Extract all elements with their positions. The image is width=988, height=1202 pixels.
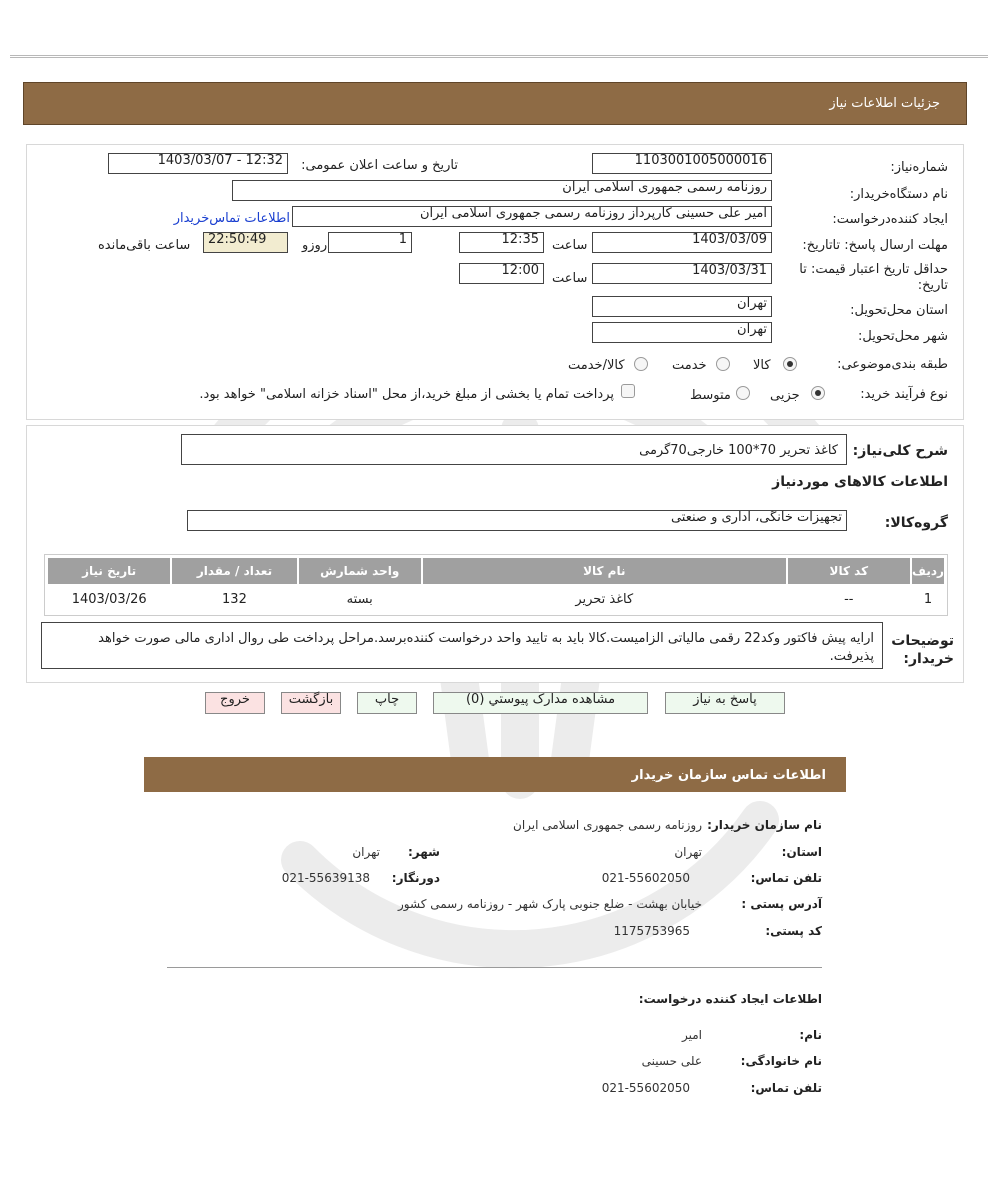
creator-name-label: نام: [799, 1028, 822, 1042]
summary-label: شرح کلی‌نیاز: [852, 443, 948, 459]
contact-address-label: آدرس پستی : [741, 897, 822, 911]
contact-org-label: نام سازمان خریدار: [707, 818, 822, 832]
announce-field[interactable]: 1403/03/07 - 12:32 [108, 153, 288, 174]
cell-name: کاغذ تحریر [422, 585, 787, 613]
category-option-both: کالا/خدمت [568, 358, 625, 373]
contact-city: تهران [352, 845, 380, 859]
col-unit: واحد شمارش [298, 557, 422, 585]
exit-button[interactable]: خروج [205, 692, 265, 714]
buyer-notes-field: ارایه پیش فاکتور وکد22 رقمی مالیاتی الزامیست.کالا باید به تایید واحد درخواست کننده‌برسد.مراحل پرداخت طی روال اداری مالی صورت خواهد پذیرفت. [41, 622, 883, 669]
reply-button[interactable]: پاسخ به نیاز [665, 692, 785, 714]
category-radio-both[interactable] [634, 357, 648, 371]
requester-field[interactable]: امیر علی حسینی کارپرداز روزنامه رسمی جمهوری اسلامی ایران [292, 206, 772, 227]
buyer-contact-link[interactable]: اطلاعات تماس‌خریدار [173, 211, 290, 226]
col-date: تاریخ نیاز [47, 557, 171, 585]
validity-time-field[interactable]: 12:00 [459, 263, 544, 284]
contact-org: روزنامه رسمی جمهوری اسلامی ایران [513, 818, 702, 832]
attachments-button[interactable]: مشاهده مدارک پیوستي (0) [433, 692, 648, 714]
process-radio-medium[interactable] [736, 386, 750, 400]
goods-info-title: اطلاعات کالاهای موردنیاز [772, 474, 948, 490]
contact-header [144, 757, 846, 792]
process-label: نوع فرآیند خرید: [860, 387, 948, 402]
contact-divider [167, 967, 822, 968]
need-number-field[interactable]: 1103001005000016 [592, 153, 772, 174]
page-title: جزئیات اطلاعات نیاز [829, 96, 940, 111]
goods-group-field[interactable]: تجهیزات خانگی، اداری و صنعتی [187, 510, 847, 531]
creator-family: علی حسینی [641, 1054, 702, 1068]
contact-title: اطلاعات تماس سازمان خریدار [631, 768, 826, 783]
contact-phone: 021-55602050 [601, 871, 690, 885]
deadline-date-field[interactable]: 1403/03/09 [592, 232, 772, 253]
contact-address: خیابان بهشت - ضلع جنوبی پارک شهر - روزنامه رسمی کشور [398, 897, 702, 911]
remaining-label: ساعت باقی‌مانده [98, 238, 191, 253]
city-field[interactable]: تهران [592, 322, 772, 343]
goods-table [46, 556, 946, 613]
announce-label: تاریخ و ساعت اعلان عمومی: [301, 158, 458, 173]
deadline-label: مهلت ارسال پاسخ: تاتاریخ: [802, 238, 948, 253]
treasury-payment-checkbox[interactable] [621, 384, 635, 398]
buyer-org-label: نام دستگاه‌خریدار: [849, 187, 948, 202]
remaining-time-field: 22:50:49 [203, 232, 288, 253]
validity-label: حداقل تاریخ اعتبار قیمت: تا تاریخ: [799, 262, 948, 293]
contact-phone-label: تلفن تماس: [750, 871, 822, 885]
summary-field[interactable]: کاغذ تحریر 70*100 خارجی70گرمی [181, 434, 847, 465]
days-field[interactable]: 1 [328, 232, 412, 253]
goods-group-label: گروه‌کالا: [884, 515, 948, 531]
creator-name: امیر [681, 1028, 702, 1042]
col-qty: تعداد / مقدار [171, 557, 297, 585]
category-label: طبقه بندی‌موضوعی: [837, 357, 948, 372]
treasury-payment-note: پرداخت تمام یا بخشی از مبلغ خرید،از محل "اسناد خزانه اسلامی" خواهد بود. [199, 387, 614, 402]
process-option-medium: متوسط [690, 388, 731, 403]
validity-time-label: ساعت [552, 271, 588, 286]
need-number-label: شماره‌نیاز: [890, 160, 948, 175]
creator-phone: 021-55602050 [601, 1081, 690, 1095]
validity-date-field[interactable]: 1403/03/31 [592, 263, 772, 284]
contact-postal: 1175753965 [613, 924, 690, 938]
process-radio-minor[interactable] [811, 386, 825, 400]
contact-fax: 021-55639138 [281, 871, 370, 885]
cell-row: 1 [911, 585, 945, 613]
col-code: کد کالا [787, 557, 911, 585]
category-option-service: خدمت [672, 358, 707, 373]
contact-city-label: شهر: [408, 845, 440, 859]
table-row[interactable] [47, 585, 945, 613]
goods-table-header [47, 557, 945, 585]
buyer-org-field[interactable]: روزنامه رسمی جمهوری اسلامی ایران [232, 180, 772, 201]
contact-province-label: استان: [781, 845, 822, 859]
process-option-minor: جزیی [770, 388, 800, 403]
deadline-time-field[interactable]: 12:35 [459, 232, 544, 253]
cell-code: -- [787, 585, 911, 613]
creator-phone-label: تلفن تماس: [750, 1081, 822, 1095]
col-name: نام کالا [422, 557, 787, 585]
category-option-goods: کالا [753, 358, 771, 373]
city-label: شهر محل‌تحویل: [858, 329, 948, 344]
contact-postal-label: کد پستی: [765, 924, 822, 938]
buyer-notes-label: توضیحات خریدار: [891, 633, 954, 667]
creator-title: اطلاعات ایجاد کننده درخواست: [638, 992, 822, 1006]
print-button[interactable]: چاپ [357, 692, 417, 714]
creator-family-label: نام خانوادگی: [740, 1054, 822, 1068]
contact-fax-label: دورنگار: [391, 871, 440, 885]
col-row: ردیف [911, 557, 945, 585]
cell-unit: بسته [298, 585, 422, 613]
cell-qty: 132 [171, 585, 297, 613]
deadline-time-label: ساعت [552, 238, 588, 253]
top-divider [10, 55, 988, 58]
page-header [23, 82, 967, 125]
days-label: روزو [302, 238, 328, 253]
province-field[interactable]: تهران [592, 296, 772, 317]
contact-province: تهران [674, 845, 702, 859]
back-button[interactable]: بازگشت [281, 692, 341, 714]
requester-label: ایجاد کننده‌درخواست: [832, 212, 948, 227]
category-radio-service[interactable] [716, 357, 730, 371]
category-radio-goods[interactable] [783, 357, 797, 371]
cell-date: 1403/03/26 [47, 585, 171, 613]
province-label: استان محل‌تحویل: [850, 303, 948, 318]
